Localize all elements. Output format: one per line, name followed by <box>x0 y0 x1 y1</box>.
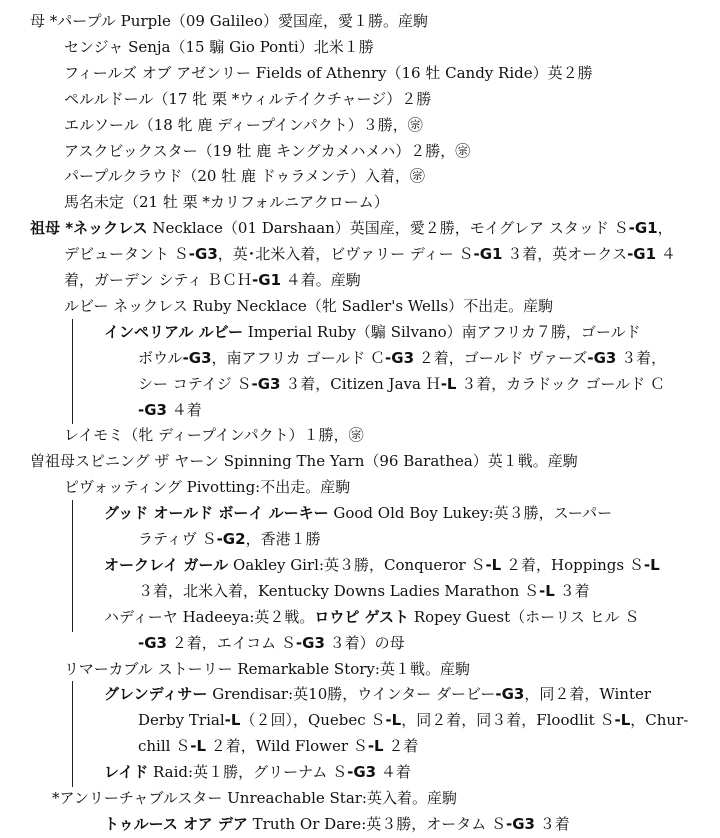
line-text: リマーカブル ストーリー Remarkable Story:英１戦。産駒 <box>64 659 470 678</box>
line-text: Derby Trial <box>138 711 225 730</box>
bracket-line <box>72 681 73 787</box>
grade-label: -G3 <box>495 685 525 704</box>
text-line <box>52 785 706 812</box>
line-text: Imperial Ruby（騸 Silvano）南アフリカ７勝，ゴールド <box>243 322 641 341</box>
text-line <box>138 345 706 372</box>
horse-name-bold: インペリアル ルビー <box>104 322 244 341</box>
text-line <box>138 371 706 398</box>
line-text: 曽祖母スピニング ザ ヤーン Spinning The Yarn（96 Barathea）英１戦。産駒 <box>30 452 578 471</box>
text-line <box>104 319 706 346</box>
line-text: ，同２着，同３着，Floodlit Ｓ <box>401 711 615 730</box>
line-text: chill Ｓ <box>138 737 191 756</box>
line-text: ルビー ネックレス Ruby Necklace（牝 Sadler's Wells）不出走。産駒 <box>64 296 554 315</box>
line-text: ２着，Hoppings Ｓ <box>501 555 644 574</box>
text-line <box>64 293 706 320</box>
line-text: フィールズ オブ アゼンリー Fields of Athenry（16 牡 Candy Ride）英２勝 <box>64 63 593 82</box>
line-text: ３着 <box>554 581 590 600</box>
grade-label: -L <box>440 374 457 393</box>
text-line <box>64 241 706 268</box>
line-text: ３着，北米入着，Kentucky Downs Ladies Marathon Ｓ <box>138 581 539 600</box>
text-line <box>138 707 706 734</box>
text-line <box>104 604 706 631</box>
line-text: エルソール（18 牝 鹿 ディープインパクト）３勝，㊪ <box>64 115 423 134</box>
text-line <box>64 267 706 294</box>
line-text: Oakley Girl:英３勝，Conqueror Ｓ <box>228 555 486 574</box>
line-text: ２着，Wild Flower Ｓ <box>206 737 368 756</box>
text-line <box>30 8 706 35</box>
line-text: アスクビックスター（19 牡 鹿 キングカメハメハ）２勝，㊪ <box>64 141 471 160</box>
text-line <box>138 397 706 424</box>
line-text: ピヴォッティング Pivotting:不出走。産駒 <box>64 478 351 497</box>
line-text: ，南アフリカ ゴールド Ｃ <box>211 348 386 367</box>
grade-label: -L <box>190 737 207 756</box>
line-text: ３着，英オークス <box>502 245 628 264</box>
text-line <box>138 733 706 760</box>
text-line <box>138 630 706 657</box>
text-line <box>104 681 706 708</box>
line-text: ３着， <box>616 348 667 367</box>
text-line <box>138 526 706 553</box>
text-line <box>138 578 706 605</box>
line-text: Ropey Guest（ホーリス ヒル Ｓ <box>409 607 640 626</box>
line-text: レイモミ（牝 ディープインパクト）１勝，㊪ <box>64 426 364 445</box>
line-text: ，Chur- <box>630 711 689 730</box>
text-line <box>64 656 706 683</box>
text-line <box>64 474 706 501</box>
line-text: センジャ Senja（15 騸 Gio Ponti）北米１勝 <box>64 37 374 56</box>
line-text: 着，ガーデン シティ ＢＣＨ <box>64 271 253 289</box>
line-text: ３着，Citizen Java Ｈ <box>280 374 441 393</box>
text-line <box>64 163 706 190</box>
grade-label: -G1 <box>627 245 657 264</box>
line-text: ボウル <box>138 348 183 367</box>
grade-label: -L <box>385 711 402 730</box>
text-line <box>64 189 706 216</box>
text-line <box>64 138 706 165</box>
text-line <box>104 500 706 527</box>
line-text: ２着，ゴールド ヴァーズ <box>414 348 588 367</box>
bracket-line <box>72 500 73 632</box>
line-text: ，英･北米入着，ビヴァリー ディー Ｓ <box>217 245 474 264</box>
grade-label: -G1 <box>473 245 503 264</box>
line-text: （２回），Quebec Ｓ <box>240 711 386 730</box>
line-text: Grendisar:英10勝，ウインター ダービー <box>207 685 496 704</box>
text-line <box>104 811 706 838</box>
grade-label: -G2 <box>216 530 246 548</box>
line-text: ペルルドール（17 牝 栗 *ウィルテイクチャージ）２勝 <box>64 89 432 108</box>
text-line <box>30 448 706 475</box>
line-text: Good Old Boy Lukey:英３勝，スーパー <box>328 504 613 523</box>
grade-label: -L <box>643 555 660 574</box>
grade-label: -G3 <box>251 374 281 393</box>
line-text: Truth Or Dare:英３勝，オータム Ｓ <box>247 814 507 833</box>
line-text: 母 *パープル Purple（09 Galileo）愛国産，愛１勝。産駒 <box>30 12 428 30</box>
line-text: ３着）の母 <box>324 633 405 652</box>
horse-name-bold: トゥルース オア デア <box>104 814 248 833</box>
text-line <box>64 60 706 87</box>
text-line <box>64 34 706 61</box>
text-line <box>104 552 706 579</box>
grade-label: -G3 <box>295 633 325 652</box>
grade-label: -G3 <box>506 814 535 833</box>
line-text: 馬名未定（21 牡 栗 *カリフォルニアクローム） <box>64 193 389 212</box>
line-text: ４ <box>656 245 676 264</box>
horse-name-bold: オークレイ ガール <box>104 555 229 574</box>
line-text: ハディーヤ Hadeeya:英２戦。 <box>104 607 315 626</box>
horse-name-bold: 祖母 *ネックレス <box>30 219 148 238</box>
grade-label: -G1 <box>252 271 282 289</box>
grade-label: -G3 <box>587 348 617 367</box>
text-line <box>64 86 706 113</box>
line-text: ４着。産駒 <box>281 271 361 289</box>
text-line <box>64 112 706 139</box>
grade-label: -G3 <box>138 400 167 419</box>
line-text: ３着，カラドック ゴールド Ｃ <box>456 374 665 393</box>
grade-label: -G3 <box>385 348 415 367</box>
line-text: シー コテイジ Ｓ <box>138 374 252 393</box>
line-text: ２着，エイコム Ｓ <box>166 633 296 652</box>
grade-label: -G3 <box>182 348 212 367</box>
line-text: *アンリーチャブルスター Unreachable Star:英入着。産駒 <box>52 789 457 807</box>
horse-name-bold: ロウピ ゲスト <box>314 607 410 626</box>
grade-label: -L <box>614 711 631 730</box>
line-text: ４着 <box>166 400 202 419</box>
line-text: ，香港１勝 <box>245 530 321 548</box>
horse-name-bold: グレンディサー <box>104 685 208 704</box>
grade-label: -G3 <box>188 245 218 264</box>
line-text: ラティヴ Ｓ <box>138 530 217 548</box>
bracket-line <box>72 319 73 425</box>
grade-label: -G3 <box>347 763 377 782</box>
grade-label: -L <box>367 737 384 756</box>
line-text: ３着 <box>535 814 570 833</box>
grade-label: -G3 <box>138 633 167 652</box>
text-line <box>104 759 706 786</box>
line-text: Raid:英１勝，グリーナム Ｓ <box>148 763 348 782</box>
grade-label: -L <box>224 711 241 730</box>
grade-label: -L <box>485 555 502 574</box>
line-text: ４着 <box>376 763 411 782</box>
horse-name-bold: レイド <box>104 763 149 782</box>
line-text: パープルクラウド（20 牡 鹿 ドゥラメンテ）入着，㊪ <box>64 167 425 186</box>
line-text: ２着 <box>383 737 419 756</box>
text-line <box>30 215 706 242</box>
line-text: ，同２着，Winter <box>524 685 652 704</box>
line-text: ， <box>657 219 673 238</box>
grade-label: -G1 <box>628 219 658 238</box>
line-text: デビュータント Ｓ <box>64 245 189 264</box>
horse-name-bold: グッド オールド ボーイ ルーキー <box>104 504 329 523</box>
text-line <box>64 422 706 449</box>
grade-label: -L <box>539 581 555 600</box>
line-text: Necklace（01 Darshaan）英国産，愛２勝，モイグレア スタッド Ｓ <box>147 219 629 238</box>
